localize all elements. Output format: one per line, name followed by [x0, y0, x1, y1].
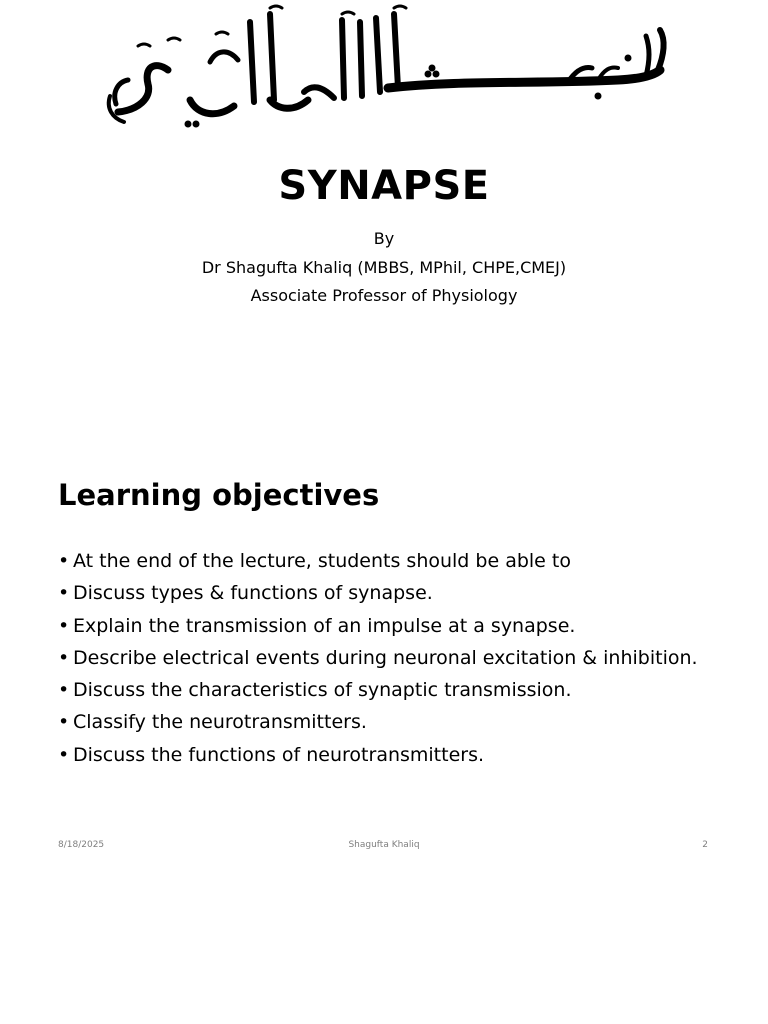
bullet: •: [58, 582, 70, 605]
list-item-text: Explain the transmission of an impulse at a synapse.: [73, 614, 576, 637]
bullet: •: [58, 711, 70, 734]
by-label: By: [373, 229, 395, 248]
list-item-text: Discuss the characteristics of synaptic transmission.: [73, 679, 572, 702]
objectives-list: [58, 545, 698, 771]
list-item: [58, 545, 698, 577]
list-item-text: Discuss types & functions of synapse.: [73, 582, 433, 605]
objectives-heading: Learning objectives: [58, 478, 380, 512]
bullet: •: [58, 550, 70, 572]
list-item: [58, 706, 698, 738]
list-item: [58, 610, 698, 642]
bullet: •: [58, 614, 70, 637]
list-item: [58, 674, 698, 706]
list-item-text: Discuss the functions of neurotransmitters.: [73, 743, 485, 766]
list-item-text: At the end of the lecture, students should be able to: [73, 550, 571, 572]
calligraphy-drawing: [98, 0, 670, 130]
slide-title: SYNAPSE: [278, 163, 490, 209]
bismillah-calligraphy-image: [98, 0, 670, 130]
list-item: [58, 577, 698, 609]
footer-page-number: 2: [702, 840, 708, 850]
list-item: [58, 642, 698, 674]
list-item-text: Classify the neurotransmitters.: [73, 711, 367, 734]
footer-date: 8/18/2025: [58, 840, 105, 850]
bullet: •: [58, 743, 70, 766]
footer-author: Shagufta Khaliq: [348, 840, 420, 850]
list-item-text: Describe electrical events during neuronal excitation & inhibition.: [73, 646, 698, 669]
list-item: [58, 739, 698, 771]
author-name: Dr Shagufta Khaliq (MBBS, MPhil, CHPE,CMEJ): [201, 258, 567, 277]
author-position: Associate Professor of Physiology: [250, 286, 518, 305]
bullet: •: [58, 646, 70, 669]
bullet: •: [58, 679, 70, 702]
